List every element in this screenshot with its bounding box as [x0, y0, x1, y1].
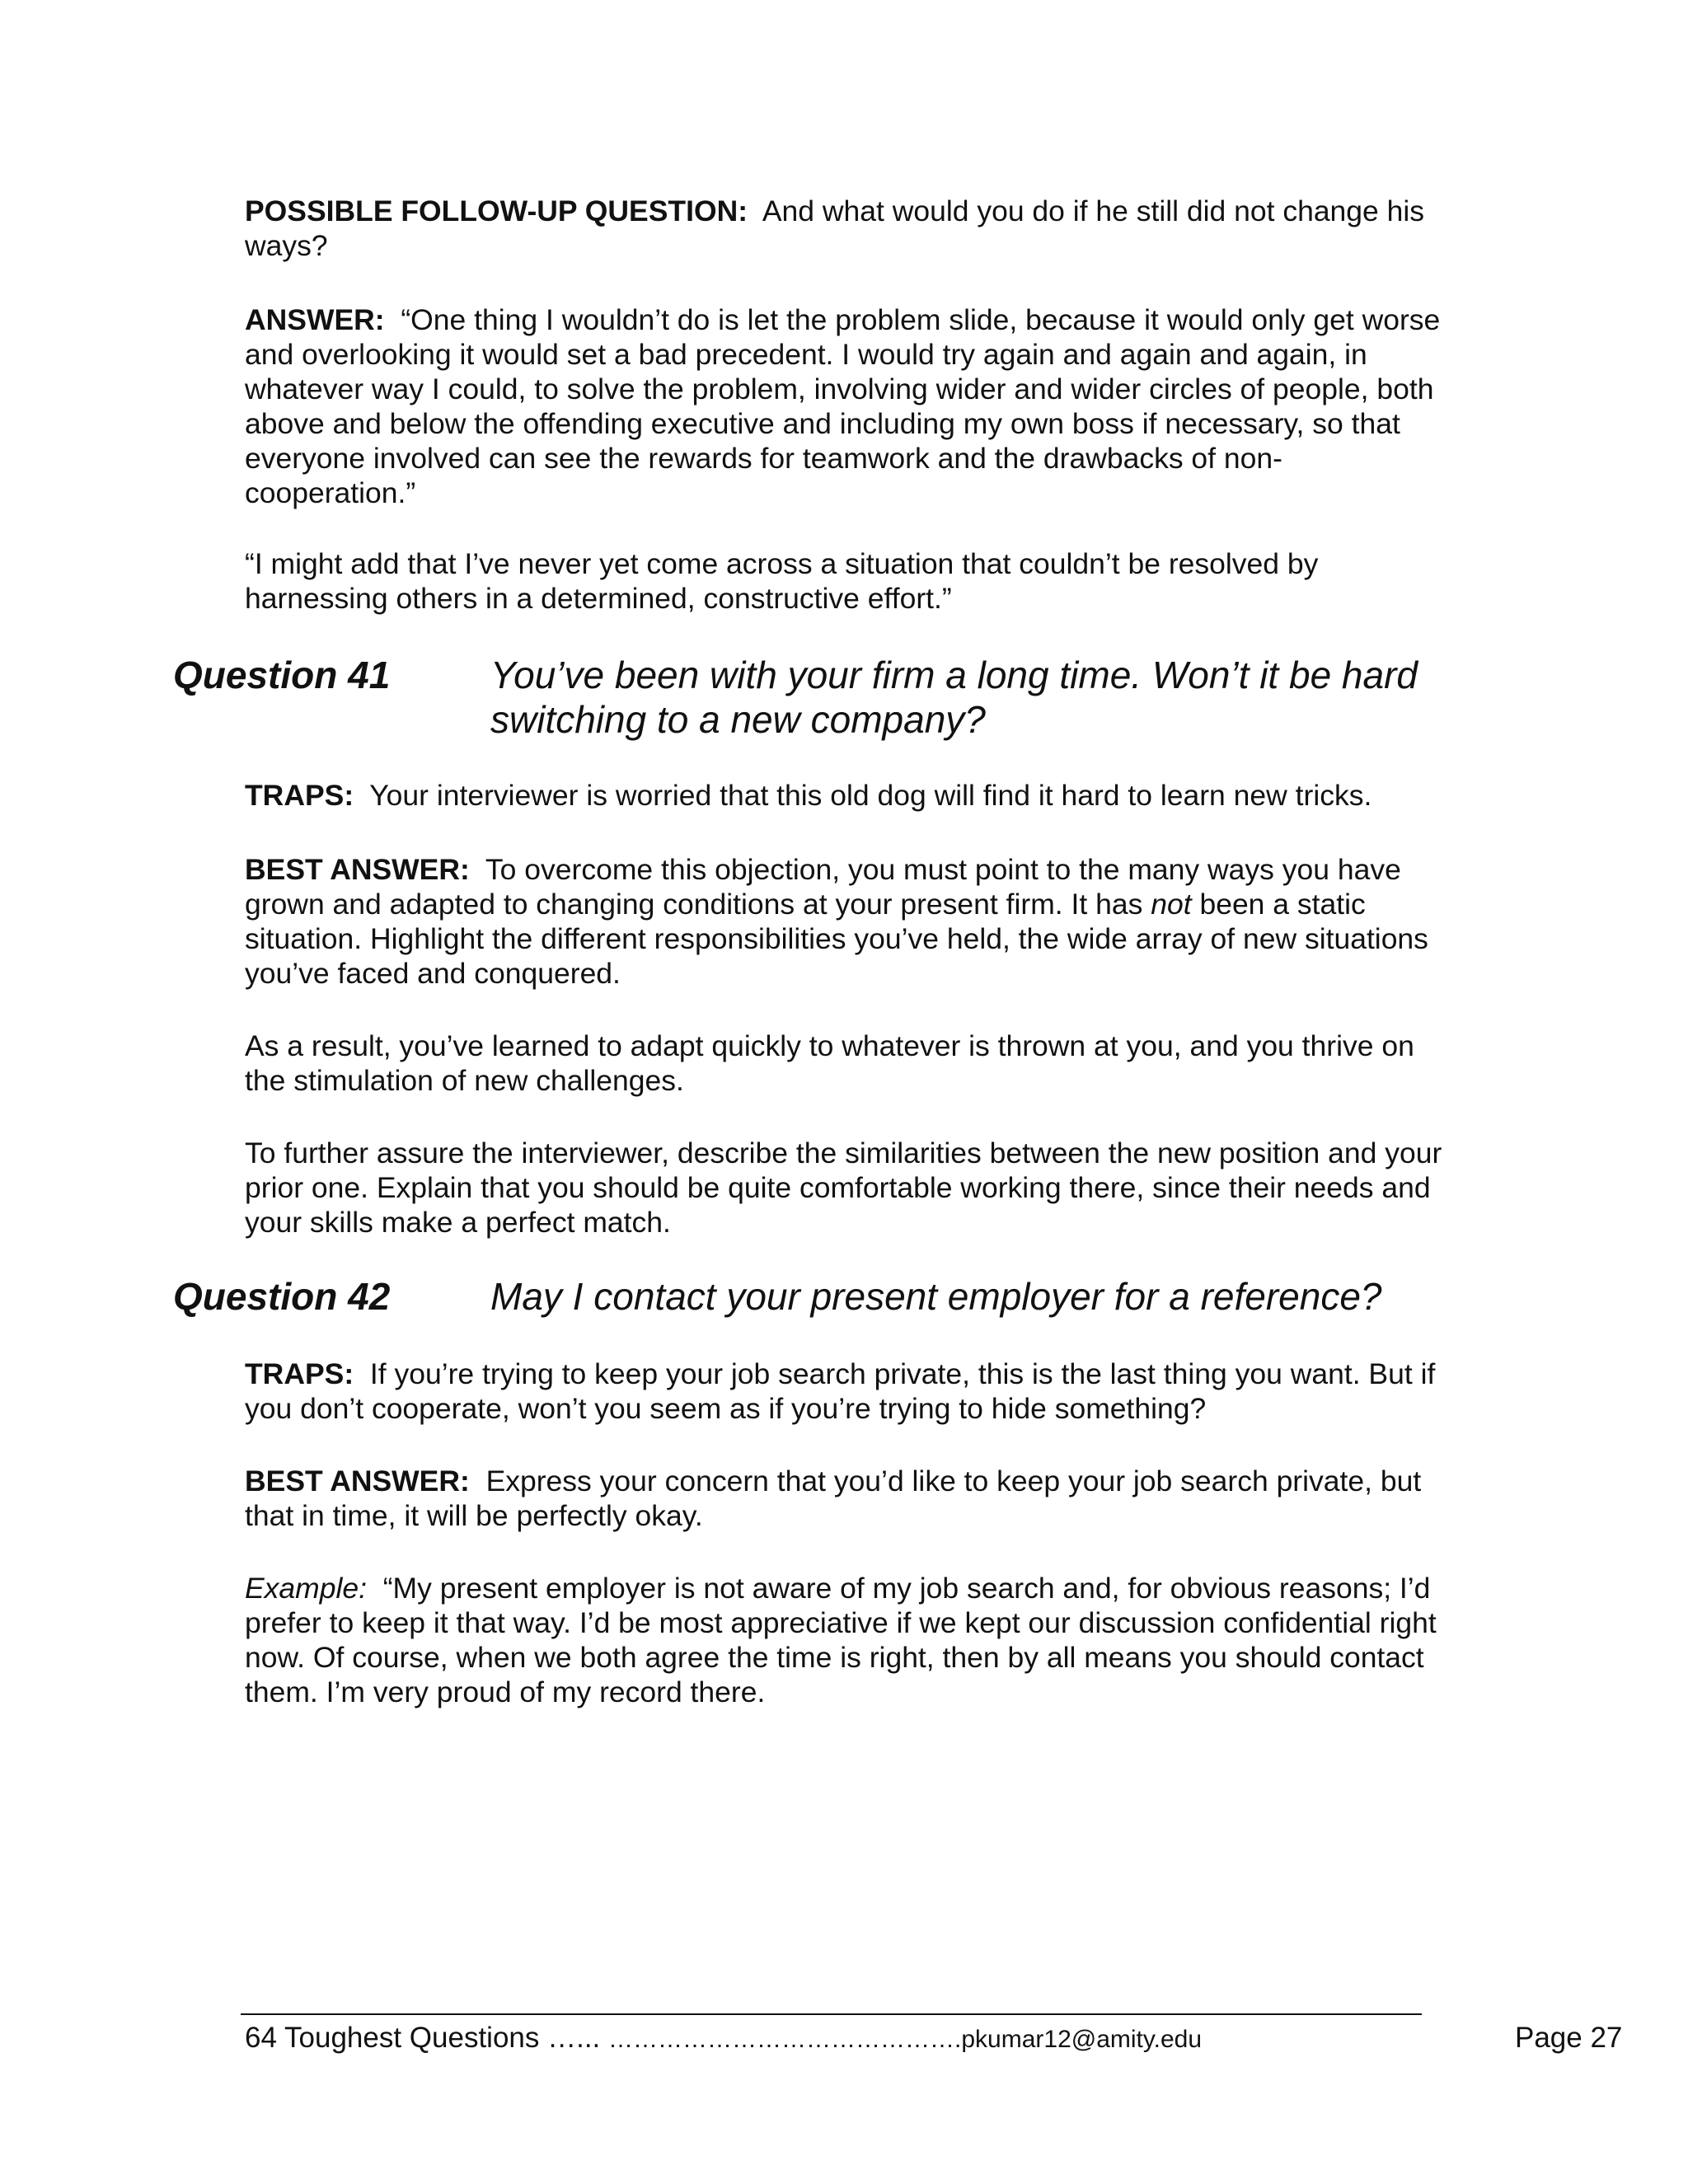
answer-text: “One thing I wouldn’t do is let the problem slide, because it would only get worse and overlooking it would set a bad precedent. I would try again and again and again, in whatever way I could, to solve the problem, involving wider and wider circles of people, both above and below the offending executive and including my own boss if necessary, so that everyone involved can see the rewards for teamwork and the drawbacks of non-cooperation.” [245, 303, 1441, 509]
footer-dots: …………………………………… [608, 2026, 955, 2053]
followup-text: And what would you do if he still did not change his ways? [245, 194, 1425, 262]
q41-traps-label: TRAPS: [245, 779, 354, 812]
answer-paragraph [245, 302, 1448, 510]
followup-paragraph [245, 194, 1448, 263]
q41-paragraph-2 [245, 1029, 1448, 1098]
q41-paragraph-3-text: To further assure the interviewer, describe the similarities between the new position and your prior one. Explain that you should be quite comfortable working there, since their needs and your skills make a perfect match. [245, 1137, 1442, 1239]
question-41-number: Question 41 [173, 654, 391, 696]
followup-label: POSSIBLE FOLLOW-UP QUESTION: [245, 194, 748, 227]
question-41-text: You’ve been with your firm a long time. Won’t it be hard switching to a new company? [490, 654, 1418, 741]
q42-example-text: “My present employer is not aware of my job search and, for obvious reasons; I’d prefer to keep it that way. I’d be most appreciative if we kept our discussion confidential right now. Of course, when we both agree the time is right, then by all means you should contact them. I’m very proud of my record there. [245, 1572, 1437, 1708]
answer-label: ANSWER: [245, 303, 385, 336]
answer-paragraph-2 [245, 546, 1448, 616]
q42-best-answer-paragraph [245, 1464, 1448, 1533]
q41-best-answer-label: BEST ANSWER: [245, 853, 470, 886]
footer-title: 64 Toughest Questions …... [245, 2022, 601, 2054]
footer-rule [241, 2013, 1422, 2015]
footer-left [245, 2021, 1202, 2057]
footer-email: .pkumar12@amity.edu [954, 2026, 1203, 2053]
page-number: Page 27 [1515, 2022, 1623, 2054]
q42-example-paragraph [245, 1571, 1448, 1709]
q41-traps-text: Your interviewer is worried that this old dog will find it hard to learn new tricks. [369, 779, 1372, 812]
answer-text-2: “I might add that I’ve never yet come across a situation that couldn’t be resolved by harnessing others in a determined, constructive effort.” [245, 547, 1319, 615]
q41-best-answer-paragraph [245, 852, 1448, 991]
q42-traps-text: If you’re trying to keep your job search private, this is the last thing you want. But if you don’t cooperate, won’t you seem as if you’re trying to hide something? [245, 1357, 1436, 1425]
q41-best-answer-text-a: To overcome this objection, you must point to the many ways you have grown and adapted to changing conditions at your present firm. It has [245, 853, 1401, 921]
question-42-number: Question 42 [173, 1275, 391, 1318]
question-42-text: May I contact your present employer for a reference? [490, 1275, 1382, 1318]
q41-best-answer-text-b: been a static situation. Highlight the different responsibilities you’ve held, the wide array of new situations you’ve faced and conquered. [245, 888, 1428, 990]
q42-traps-label: TRAPS: [245, 1357, 354, 1390]
q42-best-answer-label: BEST ANSWER: [245, 1465, 470, 1497]
q41-best-answer-emphasis: not [1151, 888, 1192, 921]
q42-traps-paragraph [245, 1357, 1448, 1426]
q41-paragraph-3 [245, 1136, 1448, 1240]
q41-paragraph-2-text: As a result, you’ve learned to adapt quickly to whatever is thrown at you, and you thrive on the stimulation of new challenges. [245, 1029, 1414, 1097]
q42-best-answer-text: Express your concern that you’d like to keep your job search private, but that in time, it will be perfectly okay. [245, 1465, 1422, 1532]
q41-traps-paragraph [245, 778, 1448, 813]
q42-example-label: Example: [245, 1572, 367, 1605]
